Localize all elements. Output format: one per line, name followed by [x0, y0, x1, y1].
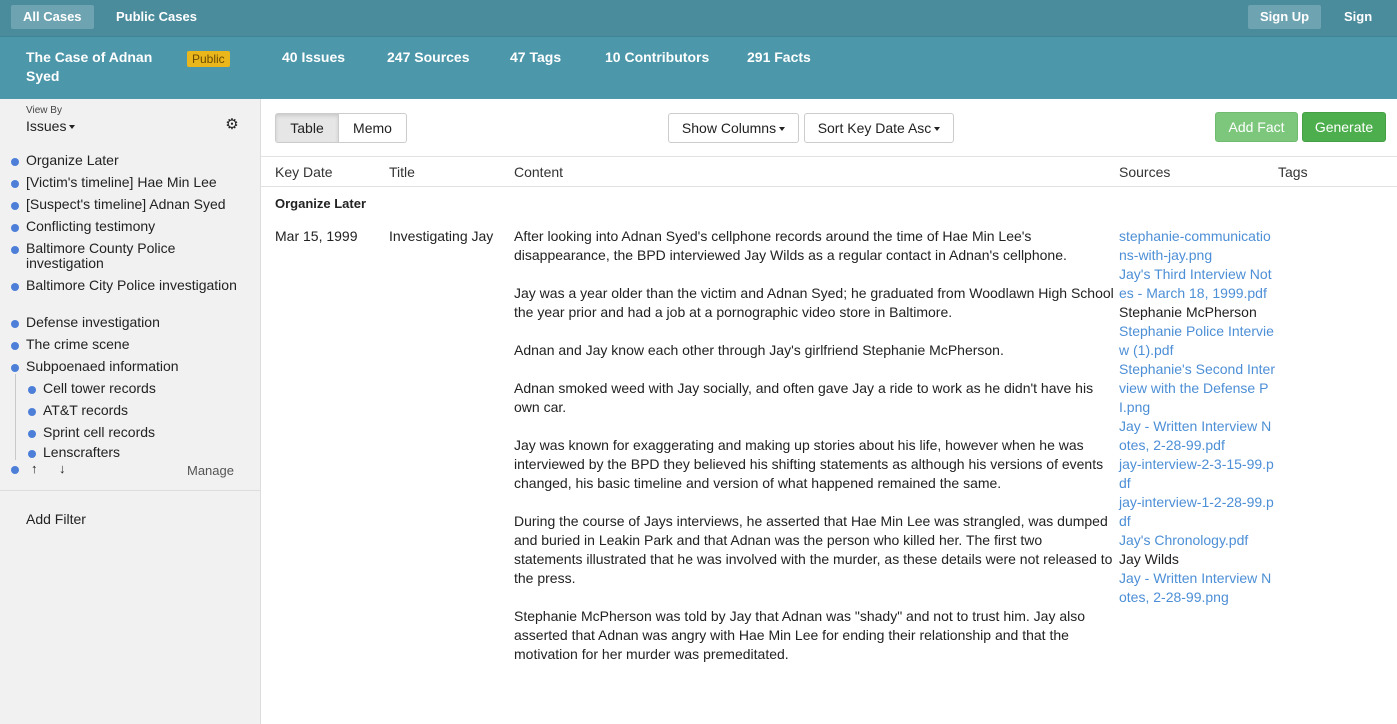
issue-dot [11, 364, 19, 372]
contributors-count[interactable]: 10 Contributors [605, 49, 710, 65]
source-link[interactable]: Stephanie's Second Interview with the Defense PI.png [1119, 361, 1276, 415]
generate-button[interactable]: Generate [1302, 112, 1386, 142]
facts-count[interactable]: 291 Facts [747, 49, 811, 65]
issue-label: AT&T records [43, 402, 129, 418]
source-link[interactable]: Jay - Written Interview Notes, 2-28-99.png [1119, 570, 1272, 605]
sidebar [0, 99, 261, 724]
source-link[interactable]: Jay's Chronology.pdf [1119, 532, 1249, 548]
sign-up-button[interactable]: Sign Up [1248, 5, 1321, 29]
tags-count[interactable]: 47 Tags [510, 49, 562, 65]
issue-controls [0, 461, 260, 481]
key-date-cell: Mar 15, 1999 [275, 228, 358, 244]
content-cell [514, 227, 1114, 683]
add-filter-link[interactable]: Add Filter [26, 511, 86, 527]
table-header [261, 157, 1397, 187]
show-columns-dropdown[interactable] [668, 113, 799, 143]
source-person: Jay Wilds [1119, 551, 1179, 567]
issue-dot [11, 342, 19, 350]
main-panel [261, 99, 1397, 724]
issue-label: [Victim's timeline] Hae Min Lee [26, 174, 217, 190]
content-paragraph: Adnan and Jay know each other through Jay's girlfriend Stephanie McPherson. [514, 342, 1004, 358]
public-cases-tab[interactable]: Public Cases [116, 9, 197, 24]
group-heading: Organize Later [275, 196, 367, 211]
sign-in-button[interactable]: Sign [1344, 9, 1373, 24]
content-paragraph: Stephanie McPherson was told by Jay that Adnan was "shady" and not to trust him. Jay also asserted that Adnan was angry with Hae Min Lee for ending their relationship and that the motivation for her murder was premeditated. [514, 608, 1086, 662]
source-link[interactable]: stephanie-communications-with-jay.png [1119, 228, 1271, 263]
issue-dot [11, 320, 19, 328]
issue-dot [28, 450, 36, 458]
issue-label: The crime scene [26, 336, 130, 352]
case-title[interactable]: The Case of Adnan Syed [26, 49, 153, 84]
source-link[interactable]: jay-interview-2-3-15-99.pdf [1119, 456, 1274, 491]
issue-label: Cell tower records [43, 380, 156, 396]
issue-label: Baltimore County Police investigation [26, 240, 176, 271]
tree-line [15, 374, 16, 396]
manage-link[interactable]: Manage [187, 463, 234, 478]
gear-icon[interactable]: ⚙ [225, 116, 239, 133]
issue-dot [11, 180, 19, 188]
column-header-sources[interactable]: Sources [1119, 164, 1171, 180]
sources-count[interactable]: 247 Sources [387, 49, 470, 65]
sources-cell [1119, 227, 1275, 607]
issue-dot [11, 224, 19, 232]
issue-label: Conflicting testimony [26, 218, 156, 234]
issue-label: Subpoenaed information [26, 358, 179, 374]
issue-dot [11, 246, 19, 254]
move-down-icon[interactable]: ↓ [59, 461, 66, 476]
issue-label: Defense investigation [26, 314, 160, 330]
toolbar [261, 99, 1397, 157]
content-paragraph: Adnan smoked weed with Jay socially, and often gave Jay a ride to work as he didn't have his own car. [514, 380, 1094, 415]
view-by-value: Issues [26, 118, 67, 134]
source-link[interactable]: Stephanie Police Interview (1).pdf [1119, 323, 1274, 358]
all-cases-tab[interactable]: All Cases [11, 5, 94, 29]
add-fact-button[interactable]: Add Fact [1215, 112, 1298, 142]
source-link[interactable]: jay-interview-1-2-28-99.pdf [1119, 494, 1274, 529]
sidebar-divider [0, 490, 260, 491]
top-nav [0, 0, 1397, 36]
show-columns-label: Show Columns [681, 120, 777, 136]
public-badge: Public [187, 51, 230, 67]
issue-dot [28, 408, 36, 416]
tree-line [15, 418, 16, 440]
case-header [0, 36, 1397, 99]
source-link[interactable]: Jay - Written Interview Notes, 2-28-99.pdf [1119, 418, 1272, 453]
title-cell: Investigating Jay [389, 228, 494, 244]
issue-dot [11, 202, 19, 210]
view-by-label: View By [26, 105, 62, 116]
issue-dot [11, 158, 19, 166]
column-header-tags[interactable]: Tags [1278, 164, 1308, 180]
content-paragraph: During the course of Jays interviews, he asserted that Hae Min Lee was strangled, was dumped and buried in Leakin Park and that Adnan was the person who killed her. The first two statements illustrated that he was involved with the murder, as these details were not released to the press. [514, 513, 1113, 586]
move-up-icon[interactable]: ↑ [31, 461, 38, 476]
issues-count[interactable]: 40 Issues [282, 49, 346, 65]
caret-down-icon [69, 125, 75, 129]
sort-label: Sort Key Date Asc [817, 120, 932, 136]
content-paragraph: Jay was a year older than the victim and Adnan Syed; he graduated from Woodlawn High School the year prior and had a job at a pornographic video store in Baltimore. [514, 285, 1114, 320]
issue-dot [28, 386, 36, 394]
tree-line [15, 438, 16, 460]
caret-down-icon [779, 127, 785, 131]
sort-dropdown[interactable] [804, 113, 954, 143]
column-header-title[interactable]: Title [389, 164, 415, 180]
issue-label: Baltimore City Police investigation [26, 277, 237, 293]
source-person: Stephanie McPherson [1119, 304, 1257, 320]
source-link[interactable]: Jay's Third Interview Notes - March 18, 1999.pdf [1119, 266, 1272, 301]
content-paragraph: After looking into Adnan Syed's cellphone records around the time of Hae Min Lee's disappearance, the BPD interviewed Jay Wilds as a regular contact in Adnan's cellphone. [514, 228, 1067, 263]
issue-dot [28, 430, 36, 438]
content-paragraph: Jay was known for exaggerating and making up stories about his life, however when he was interviewed by the BPD they believed his shifting statements as although his versions of events changed, his basic timeline and version of what happened remained the same. [514, 437, 1104, 491]
issue-label: Sprint cell records [43, 424, 156, 440]
caret-down-icon [934, 127, 940, 131]
view-by-dropdown[interactable] [26, 118, 75, 134]
issue-label: [Suspect's timeline] Adnan Syed [26, 196, 226, 212]
issue-label: Organize Later [26, 152, 119, 168]
tree-line [15, 396, 16, 418]
issue-list [0, 149, 260, 460]
issue-label: Lenscrafters [43, 444, 121, 460]
column-header-key-date[interactable]: Key Date [275, 164, 333, 180]
table-view-button[interactable]: Table [275, 113, 339, 143]
column-header-content[interactable]: Content [514, 164, 564, 180]
memo-view-button[interactable]: Memo [339, 113, 407, 143]
issue-dot [11, 283, 19, 291]
new-issue-dot[interactable] [11, 466, 19, 474]
